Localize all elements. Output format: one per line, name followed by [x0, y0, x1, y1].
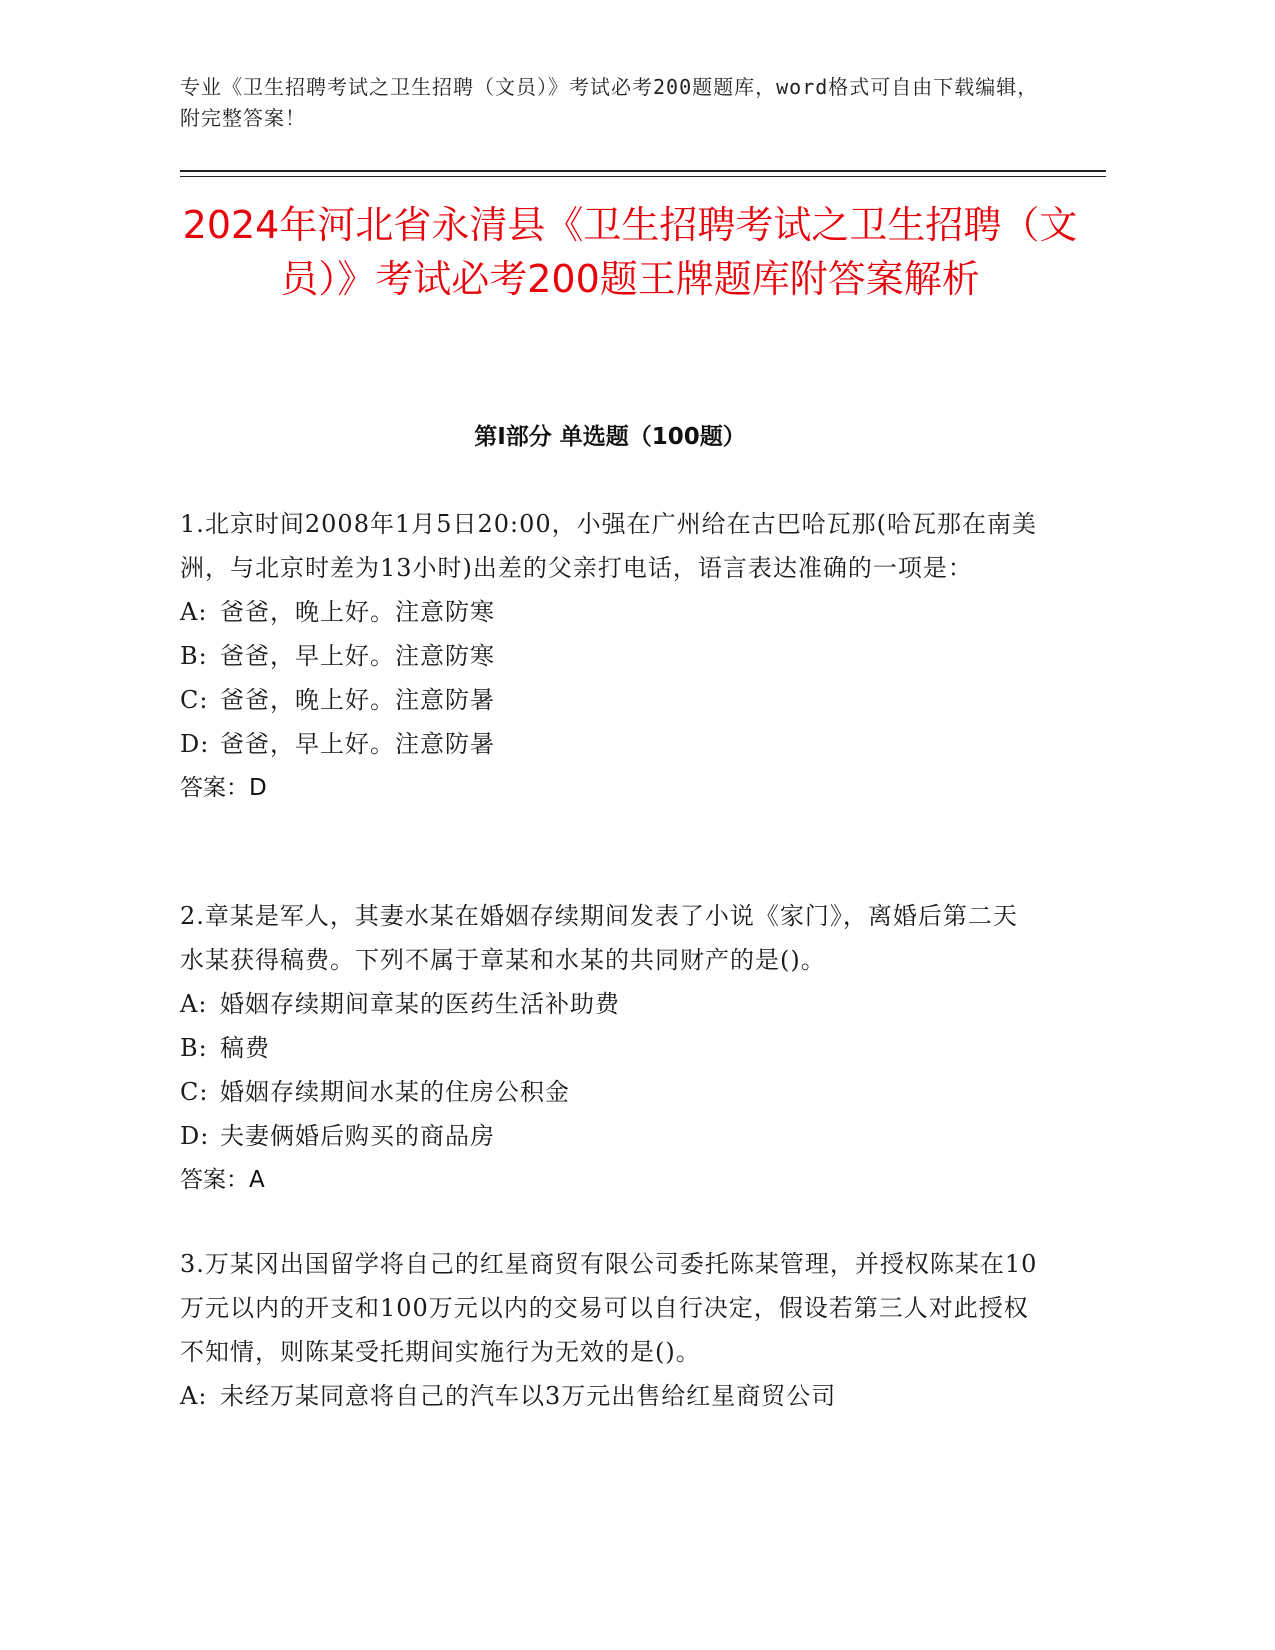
option-letter: B:	[180, 1034, 208, 1062]
option-text: 爸爸，早上好。注意防暑	[220, 730, 495, 758]
option-text: 婚姻存续期间章某的医药生活补助费	[220, 990, 620, 1018]
option-text: 未经万某同意将自己的汽车以3万元出售给红星商贸公司	[220, 1382, 837, 1410]
option-d	[180, 1114, 1040, 1158]
question-stem: 1.北京时间2008年1月5日20:00，小强在广州给在古巴哈瓦那(哈瓦那在南美洲，与北京时差为13小时)出差的父亲打电话，语言表达准确的一项是：	[180, 510, 1038, 582]
question-2	[180, 894, 1040, 1202]
header-divider-thin	[180, 176, 1106, 177]
answer-label: 答案：A	[180, 1167, 265, 1193]
option-letter: A:	[180, 598, 208, 626]
header-divider-thick	[180, 170, 1106, 172]
option-letter: B:	[180, 642, 208, 670]
option-c	[180, 678, 1040, 722]
option-letter: A:	[180, 990, 208, 1018]
question-stem: 3.万某冈出国留学将自己的红星商贸有限公司委托陈某管理，并授权陈某在10万元以内的开支和100万元以内的交易可以自行决定，假设若第三人对此授权不知情，则陈某受托期间实施行为无效的是()。	[180, 1250, 1038, 1366]
option-a	[180, 982, 1040, 1026]
question-stem: 2.章某是军人，其妻水某在婚姻存续期间发表了小说《家门》，离婚后第二天水某获得稿费。下列不属于章某和水某的共同财产的是()。	[180, 902, 1018, 974]
option-letter: D:	[180, 730, 210, 758]
option-text: 爸爸，早上好。注意防寒	[220, 642, 495, 670]
header-note: 专业《卫生招聘考试之卫生招聘（文员）》考试必考200题题库，word格式可自由下载编辑，附完整答案！	[180, 75, 1039, 130]
option-letter: A:	[180, 1382, 208, 1410]
option-a	[180, 590, 1040, 634]
question-3	[180, 1242, 1040, 1418]
document-title: 2024年河北省永清县《卫生招聘考试之卫生招聘（文员）》考试必考200题王牌题库附答案解析	[182, 203, 1078, 301]
option-text: 爸爸，晚上好。注意防寒	[220, 598, 495, 626]
option-letter: C:	[180, 686, 209, 714]
option-text: 稿费	[220, 1034, 270, 1062]
option-letter: D:	[180, 1122, 210, 1150]
section-heading: 第Ⅰ部分 单选题（100题）	[474, 424, 746, 450]
option-b	[180, 1026, 1040, 1070]
option-c	[180, 1070, 1040, 1114]
question-1	[180, 502, 1040, 810]
option-text: 婚姻存续期间水某的住房公积金	[220, 1078, 570, 1106]
answer-label: 答案：D	[180, 775, 267, 801]
option-d	[180, 722, 1040, 766]
option-text: 夫妻俩婚后购买的商品房	[220, 1122, 495, 1150]
option-b	[180, 634, 1040, 678]
option-letter: C:	[180, 1078, 209, 1106]
option-text: 爸爸，晚上好。注意防暑	[220, 686, 495, 714]
option-a	[180, 1374, 1040, 1418]
